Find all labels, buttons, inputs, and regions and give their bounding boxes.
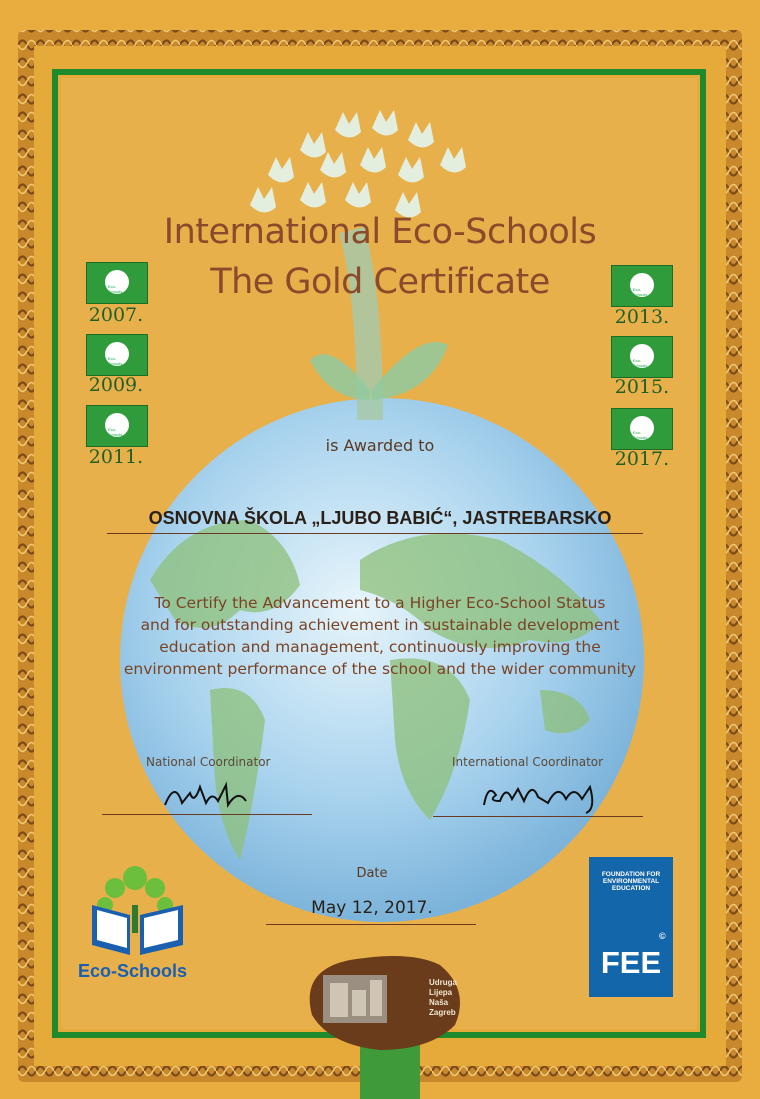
international-coordinator-signature [478, 775, 618, 815]
udruga-line-3: Naša [429, 998, 449, 1007]
certificate-description [0, 592, 760, 680]
certificate-subtitle: The Gold Certificate [210, 262, 550, 302]
description-line-1: To Certify the Advancement to a Higher Eco-School Status [154, 594, 606, 612]
fee-logo [589, 857, 673, 997]
national-signature-line [102, 814, 312, 815]
fee-arc-text: FOUNDATION FOR ENVIRONMENTAL EDUCATION [601, 871, 661, 892]
certificate-title: International Eco-Schools [163, 212, 597, 252]
eco-school-badge-2017: Eco-Schools [611, 408, 673, 450]
udruga-logo-text [429, 978, 469, 1018]
fee-copyright: © [659, 931, 666, 941]
date-label: Date [356, 866, 388, 881]
international-signature-line [433, 816, 643, 817]
awarded-to-label: is Awarded to [325, 436, 435, 455]
date-underline [266, 924, 476, 925]
eco-school-badge-2013: Eco-Schools [611, 265, 673, 307]
year-2011: 2011. [88, 446, 144, 468]
eco-school-badge-2011: Eco-Schools [86, 405, 148, 447]
fee-logo-text: FEE [600, 945, 662, 980]
recipient-name: OSNOVNA ŠKOLA „LJUBO BABIĆ“, JASTREBARSKO [148, 508, 612, 528]
year-2009: 2009. [88, 374, 144, 396]
year-2013: 2013. [614, 306, 670, 328]
description-line-2: and for outstanding achievement in sustainable development [140, 616, 620, 634]
year-2015: 2015. [614, 376, 670, 398]
national-coordinator-signature [160, 775, 270, 815]
udruga-line-1: Udruga [429, 978, 457, 987]
eco-school-badge-2007: Eco-Schools [86, 262, 148, 304]
eco-schools-logo-text: Eco-Schools [78, 961, 188, 981]
national-coordinator-label: National Coordinator [146, 755, 271, 769]
description-line-3: education and management, continuously improving the [159, 638, 601, 656]
udruga-line-2: Lijepa [429, 988, 453, 997]
eco-school-badge-2009: Eco-Schools [86, 334, 148, 376]
date-value: May 12, 2017. [311, 898, 433, 918]
recipient-underline [107, 533, 643, 534]
description-line-4: environment performance of the school and the wider community [123, 660, 637, 678]
eco-school-badge-2015: Eco-Schools [611, 336, 673, 378]
year-2007: 2007. [88, 304, 144, 326]
udruga-line-4: Zagreb [429, 1008, 456, 1017]
international-coordinator-label: International Coordinator [452, 755, 604, 769]
year-2017: 2017. [614, 448, 670, 470]
